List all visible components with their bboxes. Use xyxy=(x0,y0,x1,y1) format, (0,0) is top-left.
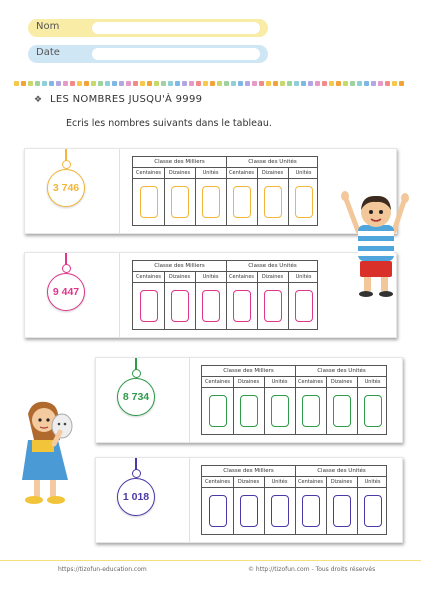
digit-answer-box[interactable] xyxy=(364,395,382,427)
stripe-square xyxy=(336,81,341,86)
boy-illustration xyxy=(340,185,412,300)
digit-answer-box[interactable] xyxy=(264,186,282,218)
name-input[interactable] xyxy=(92,22,260,34)
number-badge: 1 018 xyxy=(117,478,155,516)
table-column-divider xyxy=(195,168,196,225)
stripe-square xyxy=(259,81,264,86)
column-header: Dizaines xyxy=(261,274,284,280)
place-value-table xyxy=(201,465,387,535)
footer-left-link[interactable]: https://tizofun-education.com xyxy=(58,566,147,573)
column-header: Unités xyxy=(271,379,288,385)
stripe-square xyxy=(392,81,397,86)
stripe-square xyxy=(147,81,152,86)
stripe-square xyxy=(378,81,383,86)
card-divider xyxy=(119,253,120,337)
table-column-divider xyxy=(357,477,358,534)
column-header: Dizaines xyxy=(261,170,284,176)
stripe-square xyxy=(301,81,306,86)
stripe-square xyxy=(287,81,292,86)
stripe-square xyxy=(168,81,173,86)
stripe-square xyxy=(161,81,166,86)
table-column-divider xyxy=(288,168,289,225)
place-value-table xyxy=(201,365,387,435)
stripe-square xyxy=(364,81,369,86)
name-label: Nom xyxy=(36,21,60,32)
hanger-ring xyxy=(132,369,141,378)
table-column-divider xyxy=(264,477,265,534)
card-divider xyxy=(119,149,120,233)
stripe-square xyxy=(84,81,89,86)
stripe-square xyxy=(49,81,54,86)
table-column-divider xyxy=(233,477,234,534)
stripe-square xyxy=(273,81,278,86)
color-stripe xyxy=(14,71,410,77)
digit-answer-box[interactable] xyxy=(271,395,289,427)
table-column-divider xyxy=(233,377,234,434)
digit-answer-box[interactable] xyxy=(295,290,313,322)
stripe-square xyxy=(266,81,271,86)
stripe-square xyxy=(140,81,145,86)
stripe-square xyxy=(329,81,334,86)
stripe-square xyxy=(77,81,82,86)
stripe-square xyxy=(399,81,404,86)
stripe-square xyxy=(196,81,201,86)
place-value-table xyxy=(132,260,318,330)
digit-answer-box[interactable] xyxy=(264,290,282,322)
class-thousands-label: Classe des Milliers xyxy=(154,263,205,269)
stripe-square xyxy=(217,81,222,86)
table-column-divider xyxy=(326,377,327,434)
column-header: Centaines xyxy=(229,274,254,280)
class-units-label: Classe des Unités xyxy=(317,368,366,374)
card-divider xyxy=(189,358,190,442)
digit-answer-box[interactable] xyxy=(202,186,220,218)
digit-answer-box[interactable] xyxy=(333,495,351,527)
hanger-ring xyxy=(62,264,71,273)
digit-answer-box[interactable] xyxy=(209,495,227,527)
stripe-square xyxy=(210,81,215,86)
stripe-square xyxy=(203,81,208,86)
stripe-square xyxy=(63,81,68,86)
column-header: Centaines xyxy=(205,479,230,485)
exercise-card xyxy=(95,457,403,543)
worksheet-title: LES NOMBRES JUSQU'À 9999 xyxy=(50,94,203,105)
worksheet-instruction: Ecris les nombres suivants dans le tableau. xyxy=(66,118,272,129)
column-header: Dizaines xyxy=(330,479,353,485)
class-units-label: Classe des Unités xyxy=(248,159,297,165)
stripe-square xyxy=(112,81,117,86)
stripe-square xyxy=(70,81,75,86)
column-header: Centaines xyxy=(298,479,323,485)
stripe-square xyxy=(91,81,96,86)
digit-answer-box[interactable] xyxy=(202,290,220,322)
table-column-divider xyxy=(257,272,258,329)
column-header: Dizaines xyxy=(168,274,191,280)
number-badge: 8 734 xyxy=(117,378,155,416)
digit-answer-box[interactable] xyxy=(302,495,320,527)
table-column-divider xyxy=(288,272,289,329)
digit-answer-box[interactable] xyxy=(171,186,189,218)
girl-illustration xyxy=(14,400,84,512)
stripe-square xyxy=(105,81,110,86)
stripe-square xyxy=(98,81,103,86)
class-units-label: Classe des Unités xyxy=(248,263,297,269)
column-header: Dizaines xyxy=(168,170,191,176)
digit-answer-box[interactable] xyxy=(140,290,158,322)
date-input[interactable] xyxy=(92,48,260,60)
class-units-label: Classe des Unités xyxy=(317,468,366,474)
card-divider xyxy=(189,458,190,542)
table-column-divider xyxy=(164,272,165,329)
digit-answer-box[interactable] xyxy=(295,186,313,218)
stripe-square xyxy=(231,81,236,86)
stripe-square xyxy=(245,81,250,86)
date-label: Date xyxy=(36,47,60,58)
footer-divider xyxy=(0,560,421,561)
column-header: Unités xyxy=(364,379,381,385)
table-column-divider xyxy=(295,466,296,534)
table-column-divider xyxy=(264,377,265,434)
table-column-divider xyxy=(326,477,327,534)
stripe-square xyxy=(294,81,299,86)
stripe-square xyxy=(350,81,355,86)
digit-answer-box[interactable] xyxy=(233,186,251,218)
class-thousands-label: Classe des Milliers xyxy=(223,468,274,474)
table-column-divider xyxy=(195,272,196,329)
digit-answer-box[interactable] xyxy=(171,290,189,322)
stripe-square xyxy=(224,81,229,86)
diamond-bullet-icon: ❖ xyxy=(34,95,43,105)
column-header: Unités xyxy=(295,170,312,176)
stripe-square xyxy=(154,81,159,86)
stripe-square xyxy=(343,81,348,86)
date-field[interactable] xyxy=(28,45,268,63)
table-column-divider xyxy=(257,168,258,225)
column-header: Centaines xyxy=(136,274,161,280)
digit-answer-box[interactable] xyxy=(209,395,227,427)
digit-answer-box[interactable] xyxy=(364,495,382,527)
column-header: Unités xyxy=(271,479,288,485)
number-badge: 3 746 xyxy=(47,169,85,207)
stripe-square xyxy=(56,81,61,86)
footer-copyright: © http://tizofun.com - Tous droits réservés xyxy=(248,566,376,573)
name-field[interactable] xyxy=(28,19,268,37)
stripe-square xyxy=(371,81,376,86)
digit-answer-box[interactable] xyxy=(271,495,289,527)
stripe-square xyxy=(119,81,124,86)
column-header: Unités xyxy=(202,170,219,176)
digit-answer-box[interactable] xyxy=(240,395,258,427)
digit-answer-box[interactable] xyxy=(240,495,258,527)
class-thousands-label: Classe des Milliers xyxy=(154,159,205,165)
digit-answer-box[interactable] xyxy=(233,290,251,322)
table-column-divider xyxy=(295,366,296,434)
column-header: Centaines xyxy=(229,170,254,176)
stripe-square xyxy=(182,81,187,86)
column-header: Dizaines xyxy=(330,379,353,385)
stripe-square xyxy=(308,81,313,86)
stripe-square xyxy=(238,81,243,86)
stripe-square xyxy=(21,81,26,86)
table-column-divider xyxy=(164,168,165,225)
column-header: Unités xyxy=(364,479,381,485)
stripe-square xyxy=(189,81,194,86)
digit-answer-box[interactable] xyxy=(302,395,320,427)
table-column-divider xyxy=(226,157,227,225)
table-column-divider xyxy=(226,261,227,329)
stripe-square xyxy=(175,81,180,86)
table-column-divider xyxy=(357,377,358,434)
digit-answer-box[interactable] xyxy=(333,395,351,427)
stripe-square xyxy=(280,81,285,86)
stripe-square xyxy=(35,81,40,86)
column-header: Unités xyxy=(295,274,312,280)
stripe-square xyxy=(315,81,320,86)
stripe-square xyxy=(14,81,19,86)
stripe-square xyxy=(126,81,131,86)
class-thousands-label: Classe des Milliers xyxy=(223,368,274,374)
stripe-square xyxy=(28,81,33,86)
column-header: Dizaines xyxy=(237,379,260,385)
stripe-square xyxy=(385,81,390,86)
number-badge: 9 447 xyxy=(47,273,85,311)
column-header: Centaines xyxy=(205,379,230,385)
column-header: Unités xyxy=(202,274,219,280)
stripe-square xyxy=(357,81,362,86)
hanger-ring xyxy=(62,160,71,169)
exercise-card xyxy=(95,357,403,443)
column-header: Dizaines xyxy=(237,479,260,485)
stripe-square xyxy=(322,81,327,86)
stripe-square xyxy=(133,81,138,86)
column-header: Centaines xyxy=(136,170,161,176)
stripe-square xyxy=(42,81,47,86)
place-value-table xyxy=(132,156,318,226)
digit-answer-box[interactable] xyxy=(140,186,158,218)
column-header: Centaines xyxy=(298,379,323,385)
hanger-ring xyxy=(132,469,141,478)
stripe-square xyxy=(252,81,257,86)
